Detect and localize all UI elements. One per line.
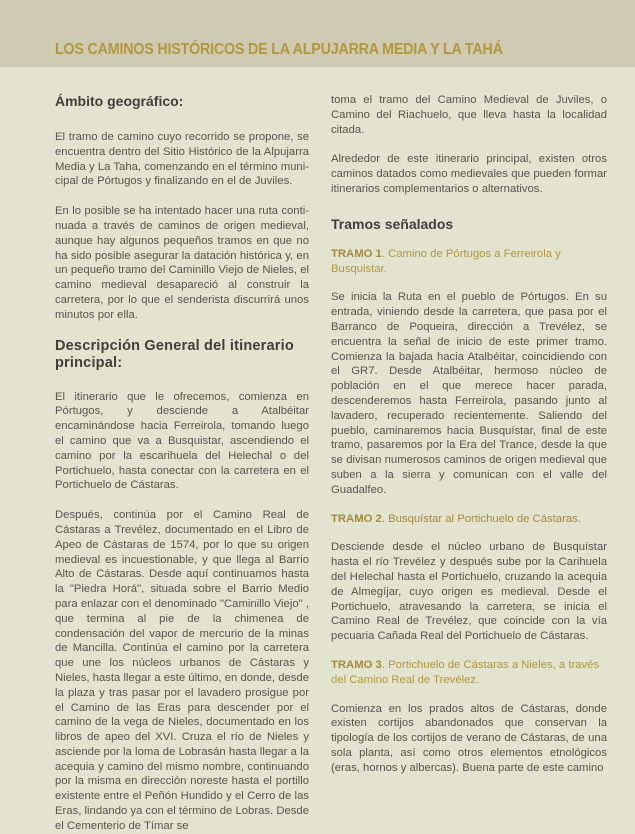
tramo-1-heading — [331, 247, 607, 277]
tramo-2-label: TRAMO 2 — [331, 512, 382, 525]
header-band — [0, 0, 635, 67]
tramo-2-title: . Busquístar al Portichuelo de Cástaras. — [381, 512, 581, 525]
paragraph: toma el tramo del Camino Medieval de Juviles, o Camino del Riachuelo, que lleva hasta la localidad citada. — [331, 94, 607, 136]
tramo-3-text: Comienza en los prados altos de Cástaras, donde existen cortijos abandonados que conservan la tipología de los cortijos de verano de Cástaras, de una sola planta, así como otros elementos etnológicos (eras, hornos y albercas). Buena parte de este camino — [331, 702, 607, 774]
section-heading-tramos: Tramos señalados — [331, 215, 454, 232]
section-heading-descripcion: Descripción General del itinerario principal: — [55, 337, 294, 371]
section-heading-ambito: Ámbito geográfico: — [55, 93, 184, 109]
paragraph: Después, continúa por el Camino Real de Cástaras a Trevélez, documentado en el Libro de Apeo de Cástaras de 1574, por lo que su origen medieval es incuestionable, y que llega al Barrio Alto de Cástaras. Desde aquí continuamos hasta la "Piedra Horá", situada sobre el Barrio Medio para enlazar con el denominado "Caminillo Viejo" , que termina al pie de la chimenea de condensación del vapor de mercurio de la minas de Mancilla. Continúa el camino por la carretera que une los núcleos urbanos de Cástaras y Nieles, hasta llegar a este último, en donde, desde la plaza y tras pasar por el lavadero prosigue por el Camino de las Eras para descender por el camino de la vega de Nieles, documentado en los libros de apeo del XVI. Cruza el río de Nieles y asciende por la loma de Lobrasán hasta llegar a la acequia y camino del mismo nombre, continuando por la misma en dirección noreste hasta el portillo existente entre el Peñón Hundido y el Cerro de las Eras, lindando ya con el término de Lobras. Desde el Cementerio de Tímar se — [55, 509, 309, 832]
tramo-3-heading — [331, 658, 607, 688]
tramo-3-label: TRAMO 3 — [331, 658, 382, 671]
paragraph: Alrededor de este itinerario principal, existen otros caminos datados como medievales que pueden formar itinerarios complementarios o alternativos. — [331, 153, 607, 195]
tramo-2-text: Desciende desde el núcleo urbano de Busquístar hasta el río Trevélez y después sube por la Carihuela del Helechal hasta el Portichuelo, cruzando la acequia de Almegíjar, cuyo origen es medieval. Desde el Portichuelo, atravesando la carretera, se inicia el Camino Real de Trevélez, que coincide con la vía pecuaria Cañada Real del Portichuelo de Cástaras. — [331, 541, 607, 643]
page-title: LOS CAMINOS HISTÓRICOS DE LA ALPUJARRA MEDIA Y LA TAHÁ — [55, 41, 503, 58]
paragraph: En lo posible se ha intentado hacer una ruta conti-nuada a través de caminos de origen medieval, aunque hay algunos pequeños tramos en que no ha sido posible asegurar la datación histórica y, en un pequeño tramo del Caminillo Viejo de Nieles, el camino medieval desapareció al construir la carretera, por lo que el senderista discurrirá unos minutos por ella. — [55, 205, 309, 321]
tramo-1-title: . Camino de Pórtugos a Ferreirola y Busquistar. — [331, 247, 561, 275]
tramo-3-title: . Portichuelo de Cástaras a Nieles, a través del Camino Real de Trevélez. — [331, 658, 600, 686]
left-column — [55, 93, 309, 834]
tramo-1-text: Se inicia la Ruta en el pueblo de Pórtugos. En su entrada, viniendo desde la carretera, que pasa por el Barranco de Poqueira, dirección a Trevélez, se encuentra la señal de inicio de este primer tramo. Comienza la bajada hacia Atalbéitar, coincidiendo con el GR7. Desde Atalbéitar, hermoso núcleo de población en el que merece hacer parada, descenderemos hasta Ferreirola, pasando junto al lavadero, recuperado recientemente. Saliendo del pueblo, caminaremos hacia Busquístar, final de este tramo, pasaremos por la Era del Trance, desde la que se divisan numerosos caminos de origen medieval que suben a la sierra y comunican con el valle del Guadalfeo. — [331, 291, 607, 496]
tramo-2-heading — [331, 512, 607, 527]
paragraph: El itinerario que le ofrecemos, comienza en Pórtugos, y desciende a Atalbéitar encaminándose hacia Ferreirola, tomando luego el camino que va a Busquistar, ascendiendo el camino por la escarihuela del Helechal o del Portichuelo, hasta conectar con la carretera en el Portichuelo de Cástaras. — [55, 390, 309, 492]
tramo-1-label: TRAMO 1 — [331, 247, 382, 260]
right-column — [331, 93, 607, 775]
paragraph: El tramo de camino cuyo recorrido se propone, se encuentra dentro del Sitio Histórico de la Alpujarra Media y La Taha, comenzando en el término muni-cipal de Pórtugos y finalizando en el de Juviles. — [55, 131, 309, 188]
